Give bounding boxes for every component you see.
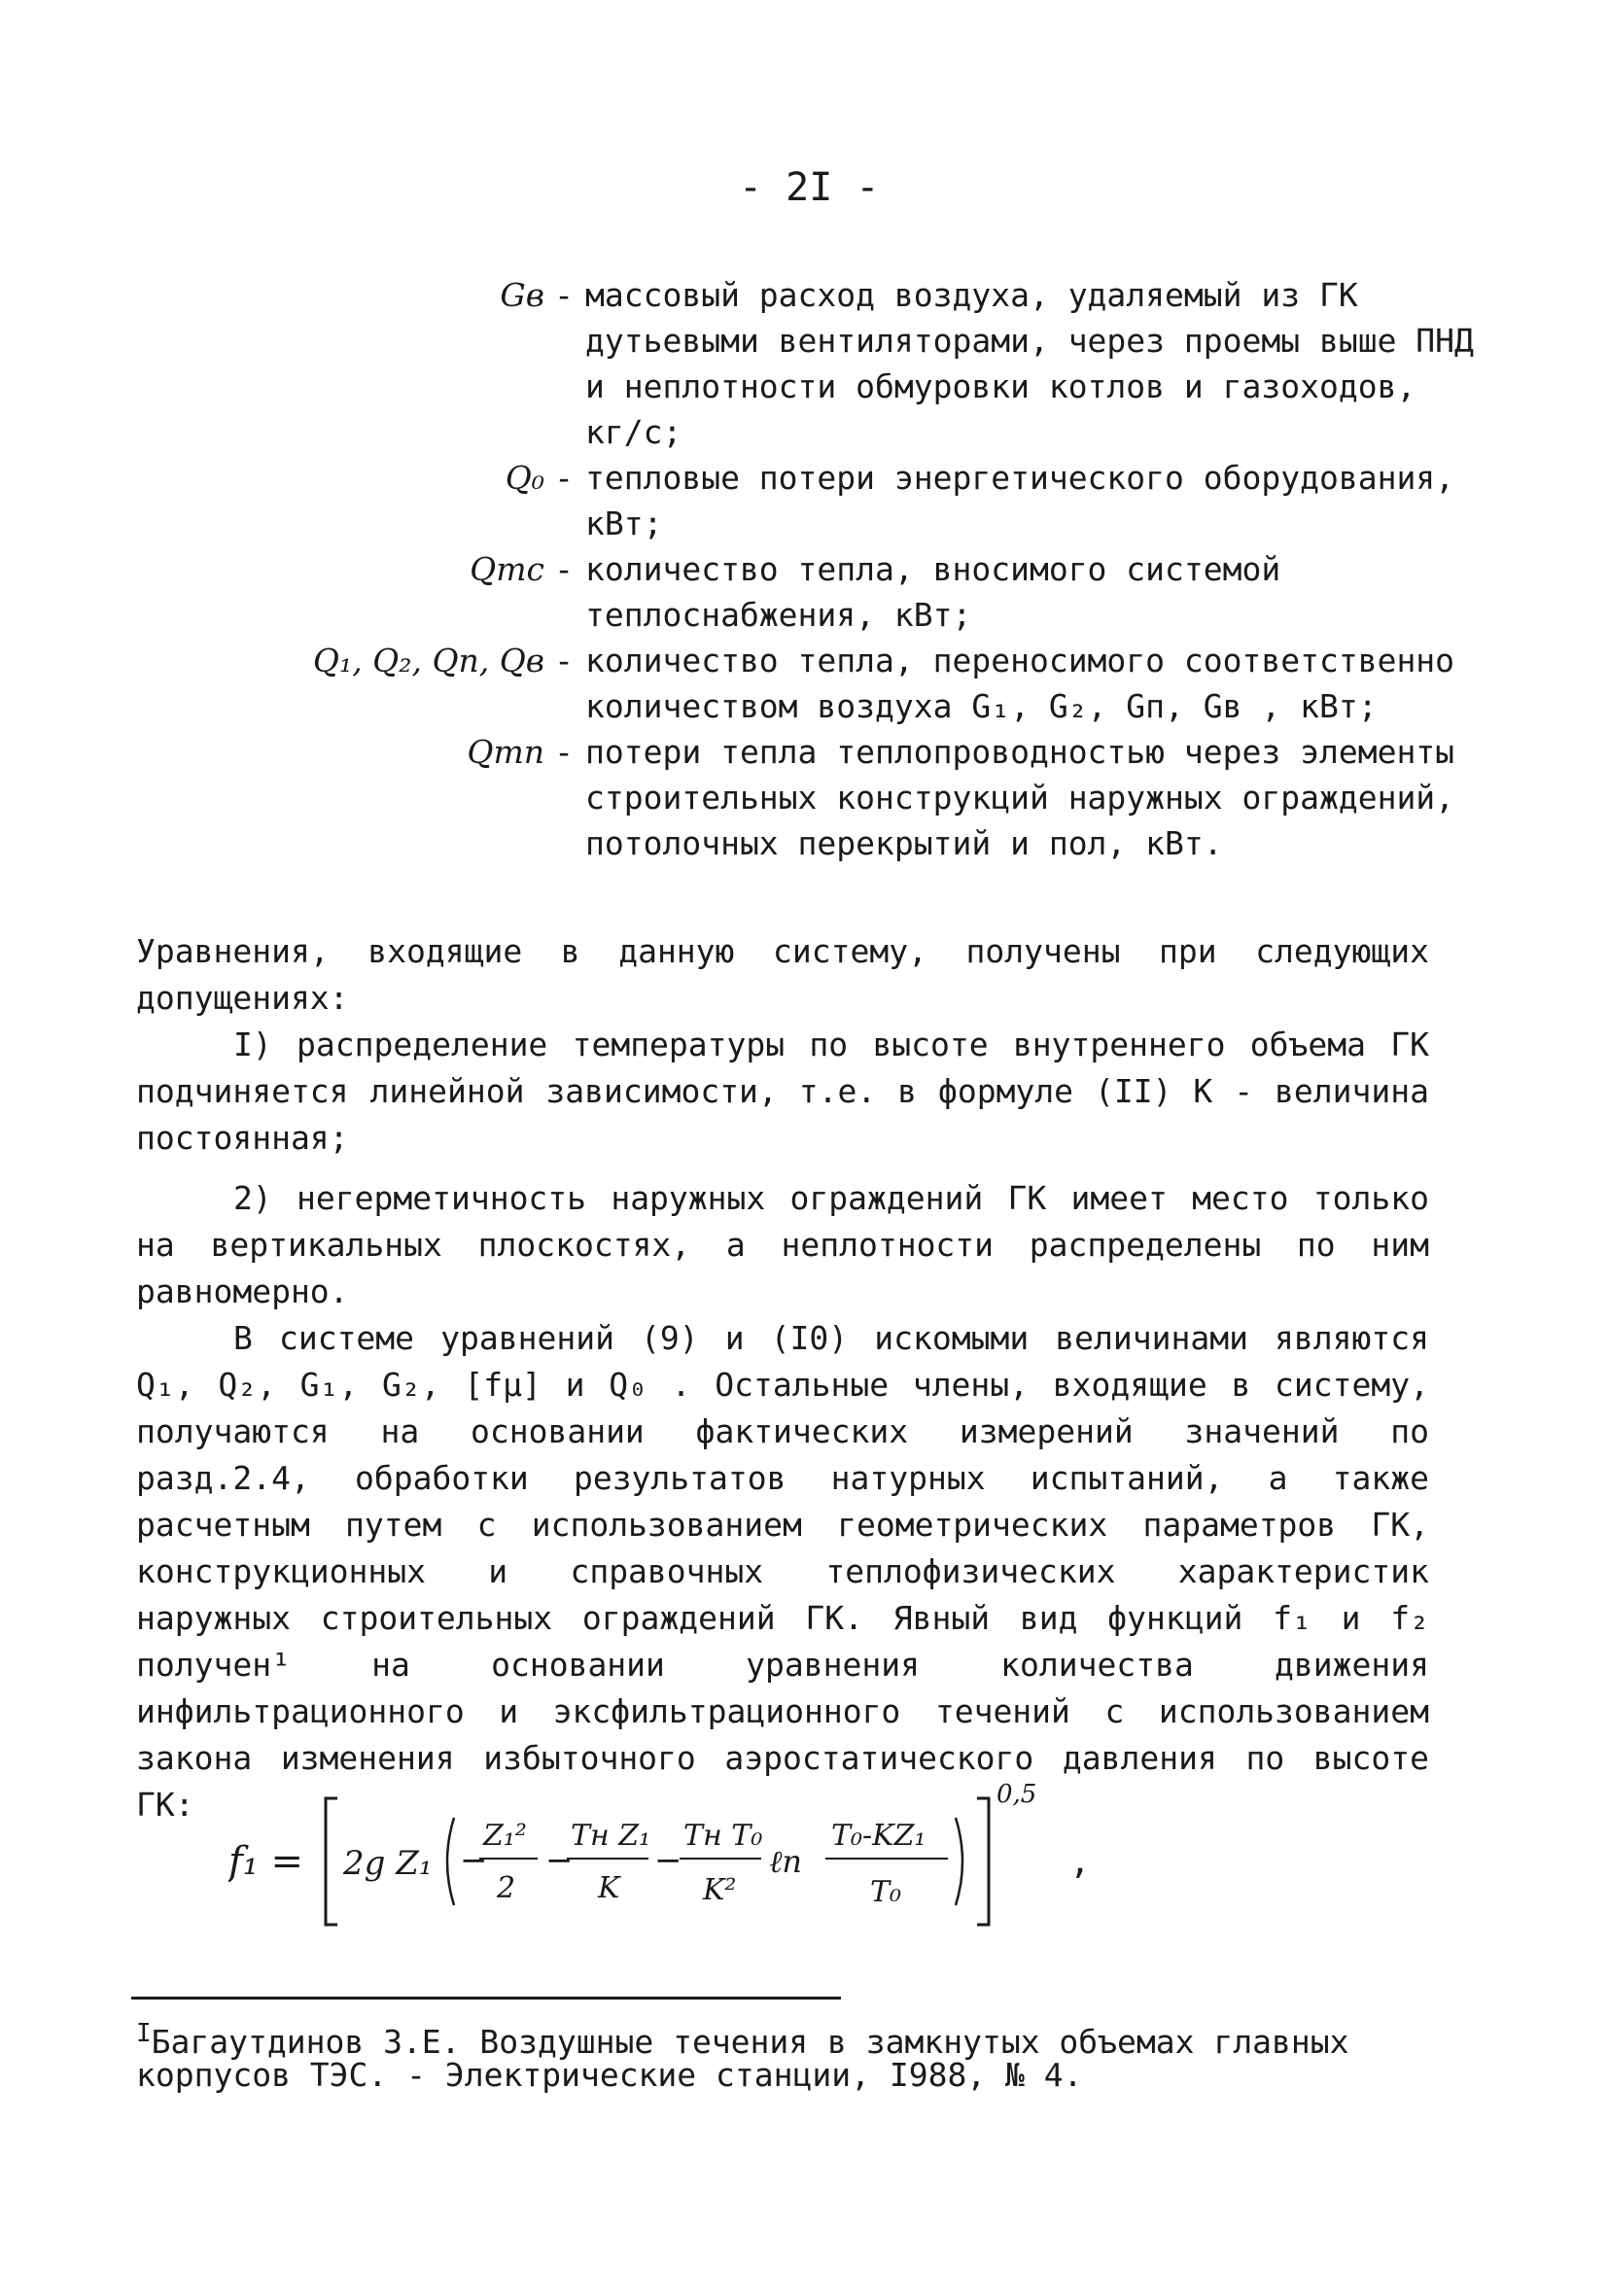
body-text (136, 928, 1429, 1828)
formula-lhs: f₁ = (228, 1839, 304, 1884)
left-paren (447, 1818, 454, 1905)
definition-text: количество тепла, вносимого системой теплоснабжения, кВт; (585, 550, 1281, 634)
definition-item (194, 455, 1478, 546)
minus-sign-2: − (545, 1841, 574, 1880)
definition-symbol: Qтс (470, 550, 544, 588)
definition-text: потери тепла теплопроводностью через элементы строительных конструкций наружных ограждений, потолочных перекрытий и пол, кВт. (585, 733, 1455, 862)
page-number: - 2I - (739, 165, 880, 210)
frac1-den: 2 (497, 1871, 516, 1905)
right-paren (956, 1818, 962, 1905)
frac2-num: Tн Z₁ (571, 1819, 651, 1853)
definition-symbol: Qтп (467, 733, 544, 771)
definition-dash: - (554, 642, 574, 679)
definition-text: количество тепла, переносимого соответственно количеством воздуха G₁, G₂, Gп, Gв , кВт; (585, 642, 1455, 725)
frac3-num: Tн T₀ (683, 1819, 763, 1853)
footnote-marker: I (136, 2019, 152, 2048)
formula-trailing-comma: , (1069, 1842, 1091, 1882)
definition-text: тепловые потери энергетического оборудования, кВт; (585, 459, 1455, 542)
frac1-num: Z₁² (483, 1819, 527, 1853)
frac2-den: K (598, 1871, 620, 1905)
frac3-den: K² (703, 1873, 737, 1907)
definition-symbol: Gв (500, 276, 544, 314)
definition-item (194, 638, 1478, 729)
definition-dash: - (554, 276, 574, 314)
paragraph-assumption-2: 2) негерметичность наружных ограждений ГК имеет место только на вертикальных плоскостях, а неплотности распределены по ним равномерно. (136, 1179, 1429, 1310)
paragraph-assumption-1: I) распределение температуры по высоте внутреннего объема ГК подчиняется линейной зависимости, т.е. в формуле (II) К - величина постоянная; (136, 1026, 1429, 1157)
frac4-num: T₀-KZ₁ (831, 1819, 926, 1853)
formula-graphic (228, 1779, 1103, 1944)
formula-exponent: 0,5 (996, 1780, 1037, 1809)
paragraph-assumptions-intro: Уравнения, входящие в данную систему, получены при следующих допущениях: (136, 932, 1429, 1017)
formula-term-2gz: 2g Z₁ (343, 1844, 433, 1883)
definition-dash: - (554, 459, 574, 497)
minus-sign-1: − (460, 1841, 488, 1880)
footnote-divider (131, 1997, 841, 2000)
definition-item (194, 546, 1478, 638)
definition-dash: - (554, 733, 574, 771)
definition-symbol: Q₁, Q₂, Qп, Qв (312, 642, 544, 679)
minus-sign-3: − (654, 1841, 682, 1880)
right-bracket (977, 1798, 989, 1925)
definition-symbol: Q₀ (505, 459, 544, 497)
definition-item (194, 272, 1478, 455)
definition-text: массовый расход воздуха, удаляемый из ГК дутьевыми вентиляторами, через проемы выше ПНД и неплотности обмуровки котлов и газоходов, кг/с; (585, 276, 1474, 451)
footnote (136, 2017, 1429, 2092)
definition-dash: - (554, 550, 574, 588)
paragraph-unknowns: В системе уравнений (9) и (I0) искомыми величинами являются Q₁, Q₂, G₁, G₂, [fμ] и Q₀ . Остальные члены, входящие в систему, получаются на основании фактических измерений значений по разд.2.4, обработки результатов натурных испытаний, а также расчетным путем с использованием геометрических параметров ГК, конструкционных и справочных теплофизических характеристик наружных строительных ограждений ГК. Явный вид функций f₁ и f₂ получен¹ на основании уравнения количества движения инфильтрационного и эксфильтрационного течений с использованием закона изменения избыточного аэростатического давления по высоте ГК: (136, 1319, 1429, 1824)
left-bracket (326, 1798, 337, 1925)
definition-item (194, 729, 1478, 866)
ln-operator: ℓn (769, 1843, 802, 1880)
footnote-text: Багаутдинов З.Е. Воздушные течения в замкнутых объемах главных корпусов ТЭС. - Электрические станции, I988, № 4. (136, 2023, 1349, 2094)
formula-f1 (228, 1779, 1103, 1944)
symbol-definitions (194, 272, 1478, 866)
frac4-den: T₀ (870, 1875, 902, 1909)
